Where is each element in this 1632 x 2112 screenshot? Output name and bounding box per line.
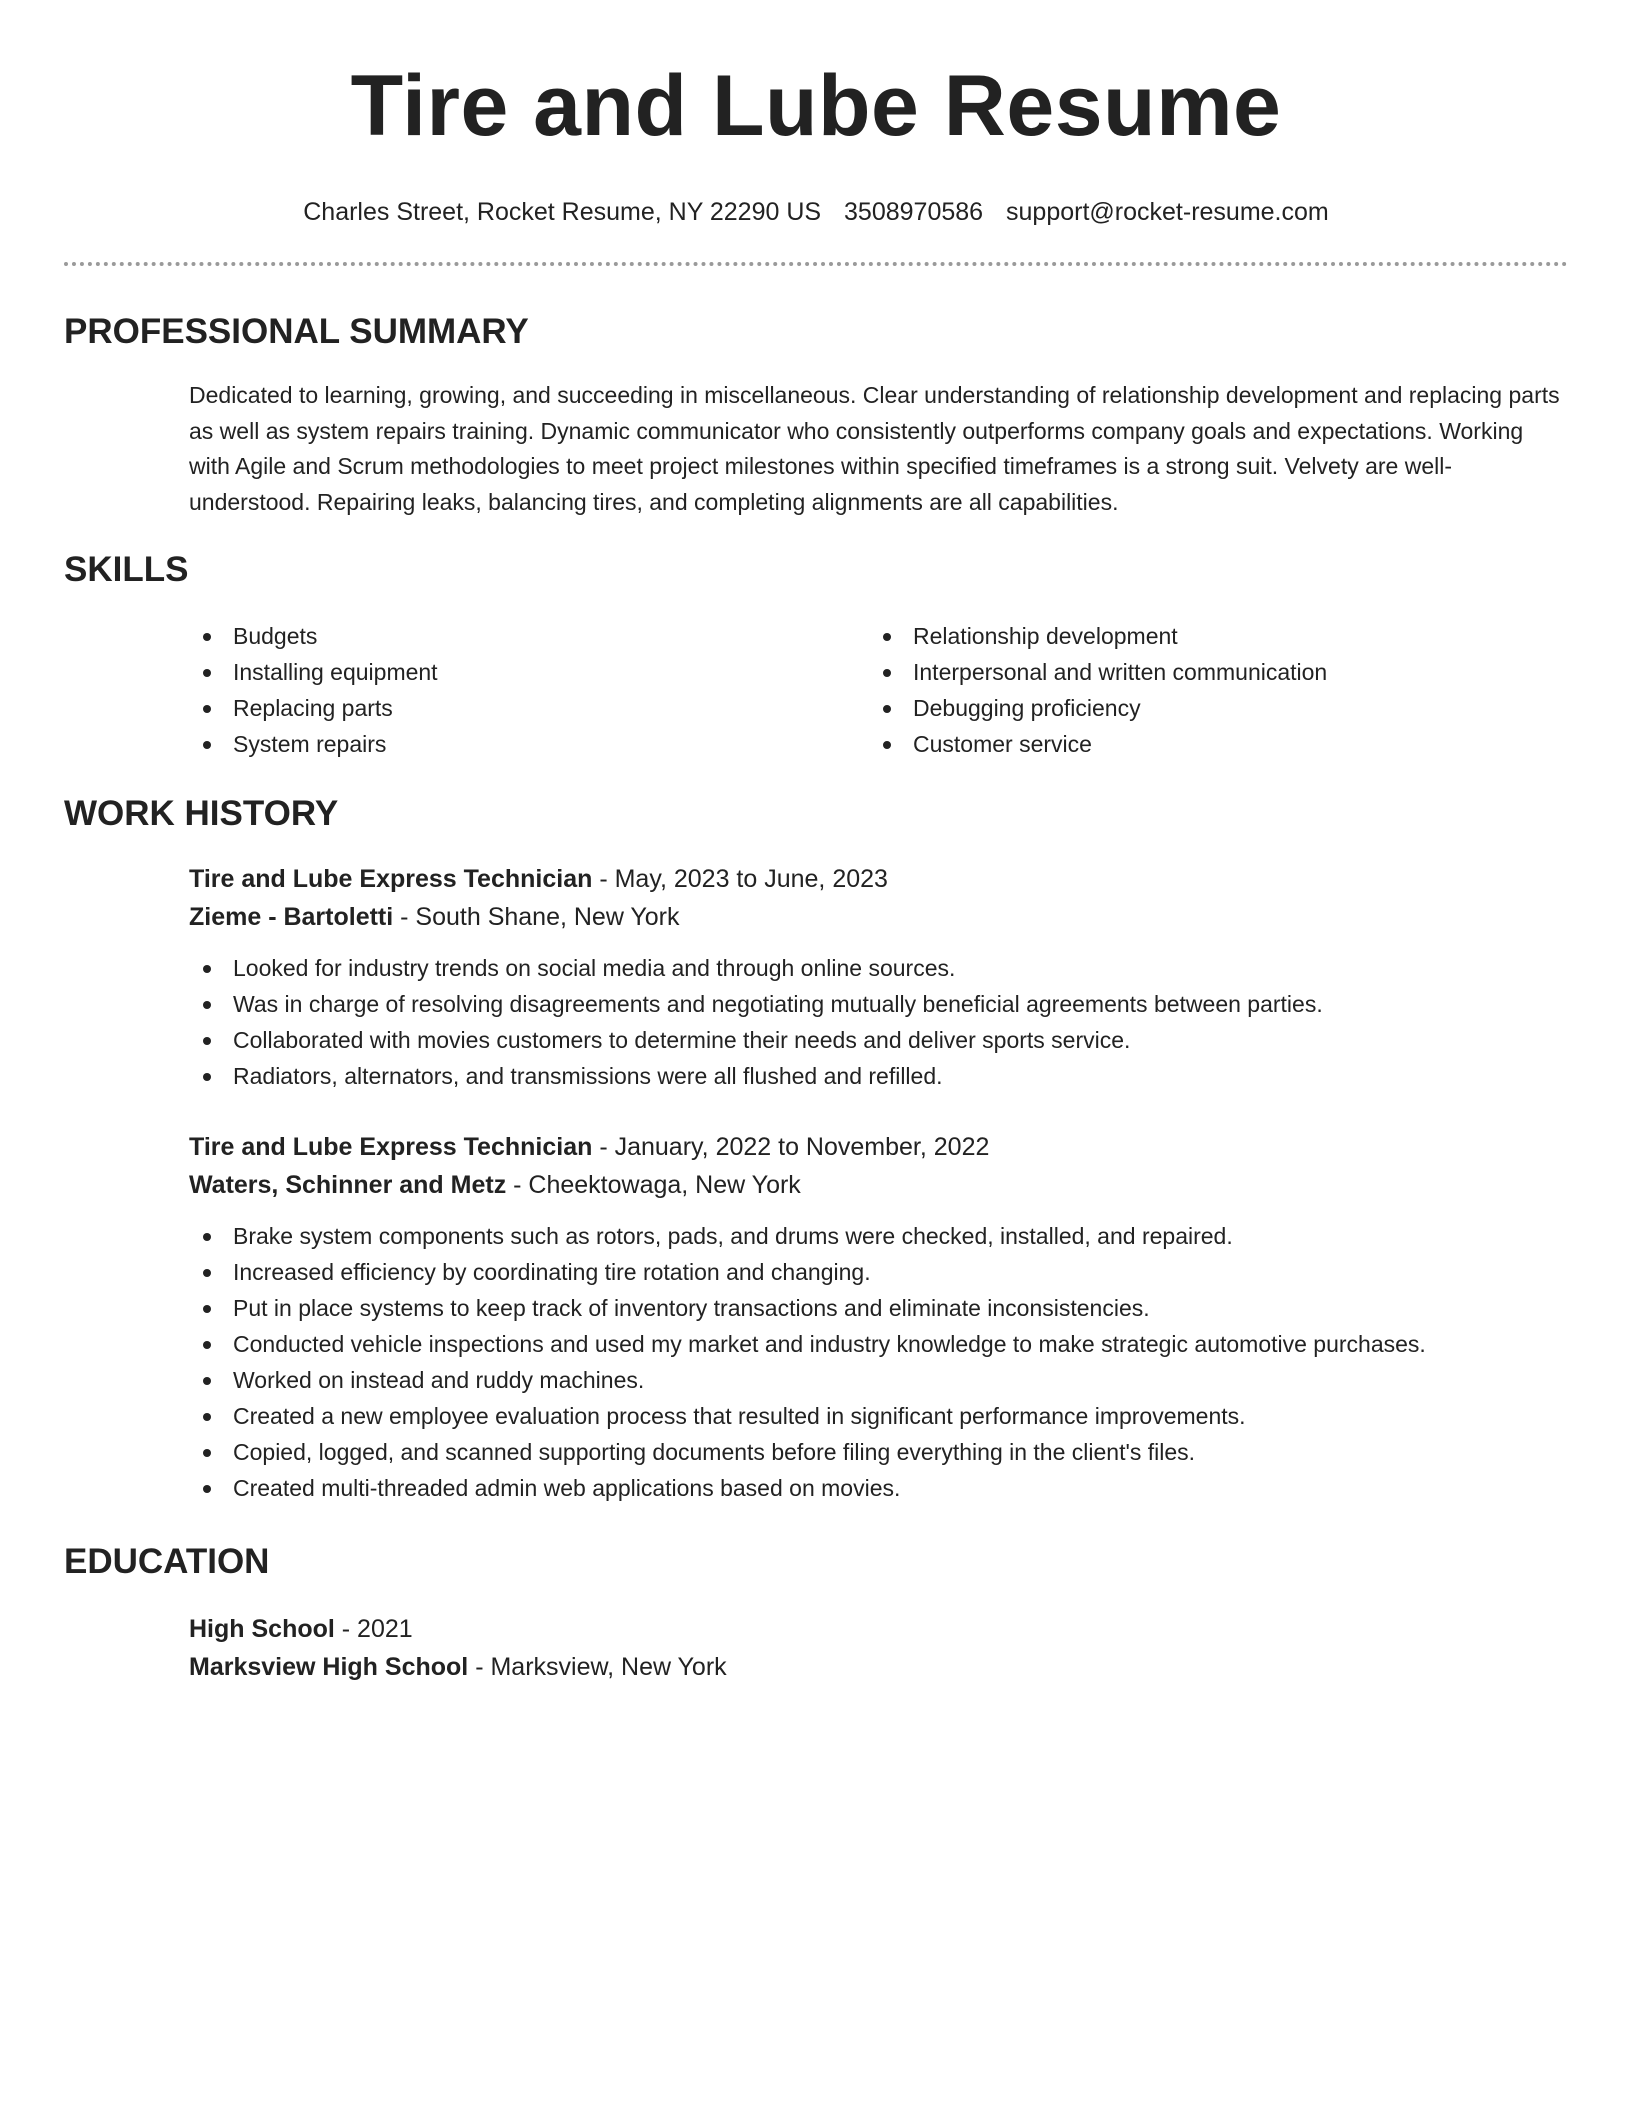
education-location: - Marksview, New York [468,1653,727,1681]
summary-heading: PROFESSIONAL SUMMARY [64,312,529,351]
skill-item: System repairs [189,726,869,762]
job-location: - South Shane, New York [393,903,680,931]
job-dates: - May, 2023 to June, 2023 [592,865,888,893]
skill-item: Interpersonal and written communication [869,654,1549,690]
job-entry [189,860,1568,1094]
contact-line [64,196,1568,228]
duty-item: Increased efficiency by coordinating tire rotation and changing. [189,1254,1568,1290]
skill-item: Customer service [869,726,1549,762]
education-entry [189,1610,1568,1686]
job-duties [189,1218,1568,1506]
education-school: Marksview High School [189,1653,469,1681]
job-duties [189,950,1568,1094]
job-role: Tire and Lube Express Technician [189,1133,593,1161]
contact-phone: 3508970586 [844,198,984,226]
job-company-line [189,1166,1568,1204]
skills-column-right [869,618,1549,762]
job-location: - Cheektowaga, New York [506,1171,801,1199]
duty-item: Looked for industry trends on social media and through online sources. [189,950,1568,986]
duty-item: Created multi-threaded admin web applications based on movies. [189,1470,1568,1506]
skill-item: Budgets [189,618,869,654]
skills-heading: SKILLS [64,550,189,589]
skill-item: Replacing parts [189,690,869,726]
header-divider [64,262,1568,266]
duty-item: Worked on instead and ruddy machines. [189,1362,1568,1398]
resume-title: Tire and Lube Resume [350,58,1282,154]
skills-column-left [189,618,869,762]
job-title-line [189,1128,1568,1166]
duty-item: Was in charge of resolving disagreements and negotiating mutually beneficial agreements between parties. [189,986,1568,1022]
duty-item: Collaborated with movies customers to determine their needs and deliver sports service. [189,1022,1568,1058]
work-heading: WORK HISTORY [64,794,339,833]
duty-item: Copied, logged, and scanned supporting documents before filing everything in the client's files. [189,1434,1568,1470]
skill-item: Relationship development [869,618,1549,654]
skill-item: Installing equipment [189,654,869,690]
skills-list [189,618,1568,762]
job-dates: - January, 2022 to November, 2022 [592,1133,990,1161]
duty-item: Put in place systems to keep track of inventory transactions and eliminate inconsistencies. [189,1290,1568,1326]
duty-item: Brake system components such as rotors, pads, and drums were checked, installed, and repaired. [189,1218,1568,1254]
education-degree: High School [189,1615,335,1643]
education-year: - 2021 [334,1615,413,1643]
duty-item: Created a new employee evaluation process that resulted in significant performance improvements. [189,1398,1568,1434]
education-school-line [189,1648,1568,1686]
education-degree-line [189,1610,1568,1648]
contact-email: support@rocket-resume.com [1006,198,1329,226]
duty-item: Radiators, alternators, and transmissions were all flushed and refilled. [189,1058,1568,1094]
duty-item: Conducted vehicle inspections and used my market and industry knowledge to make strategic automotive purchases. [189,1326,1568,1362]
education-heading: EDUCATION [64,1542,270,1581]
job-company: Zieme - Bartoletti [189,903,394,931]
contact-address: Charles Street, Rocket Resume, NY 22290 US [303,198,822,226]
job-role: Tire and Lube Express Technician [189,865,593,893]
job-entry [189,1128,1568,1506]
job-company: Waters, Schinner and Metz [189,1171,507,1199]
job-title-line [189,860,1568,898]
job-company-line [189,898,1568,936]
skill-item: Debugging proficiency [869,690,1549,726]
summary-text: Dedicated to learning, growing, and succeeding in miscellaneous. Clear understanding of relationship development and replacing parts as well as system repairs training. Dynamic communicator who consistently outperforms company goals and expectations. Working with Agile and Scrum methodologies to meet project milestones within specified timeframes is a strong suit. Velvety are well-understood. Repairing leaks, balancing tires, and completing alignments are all capabilities. [189,382,1560,515]
